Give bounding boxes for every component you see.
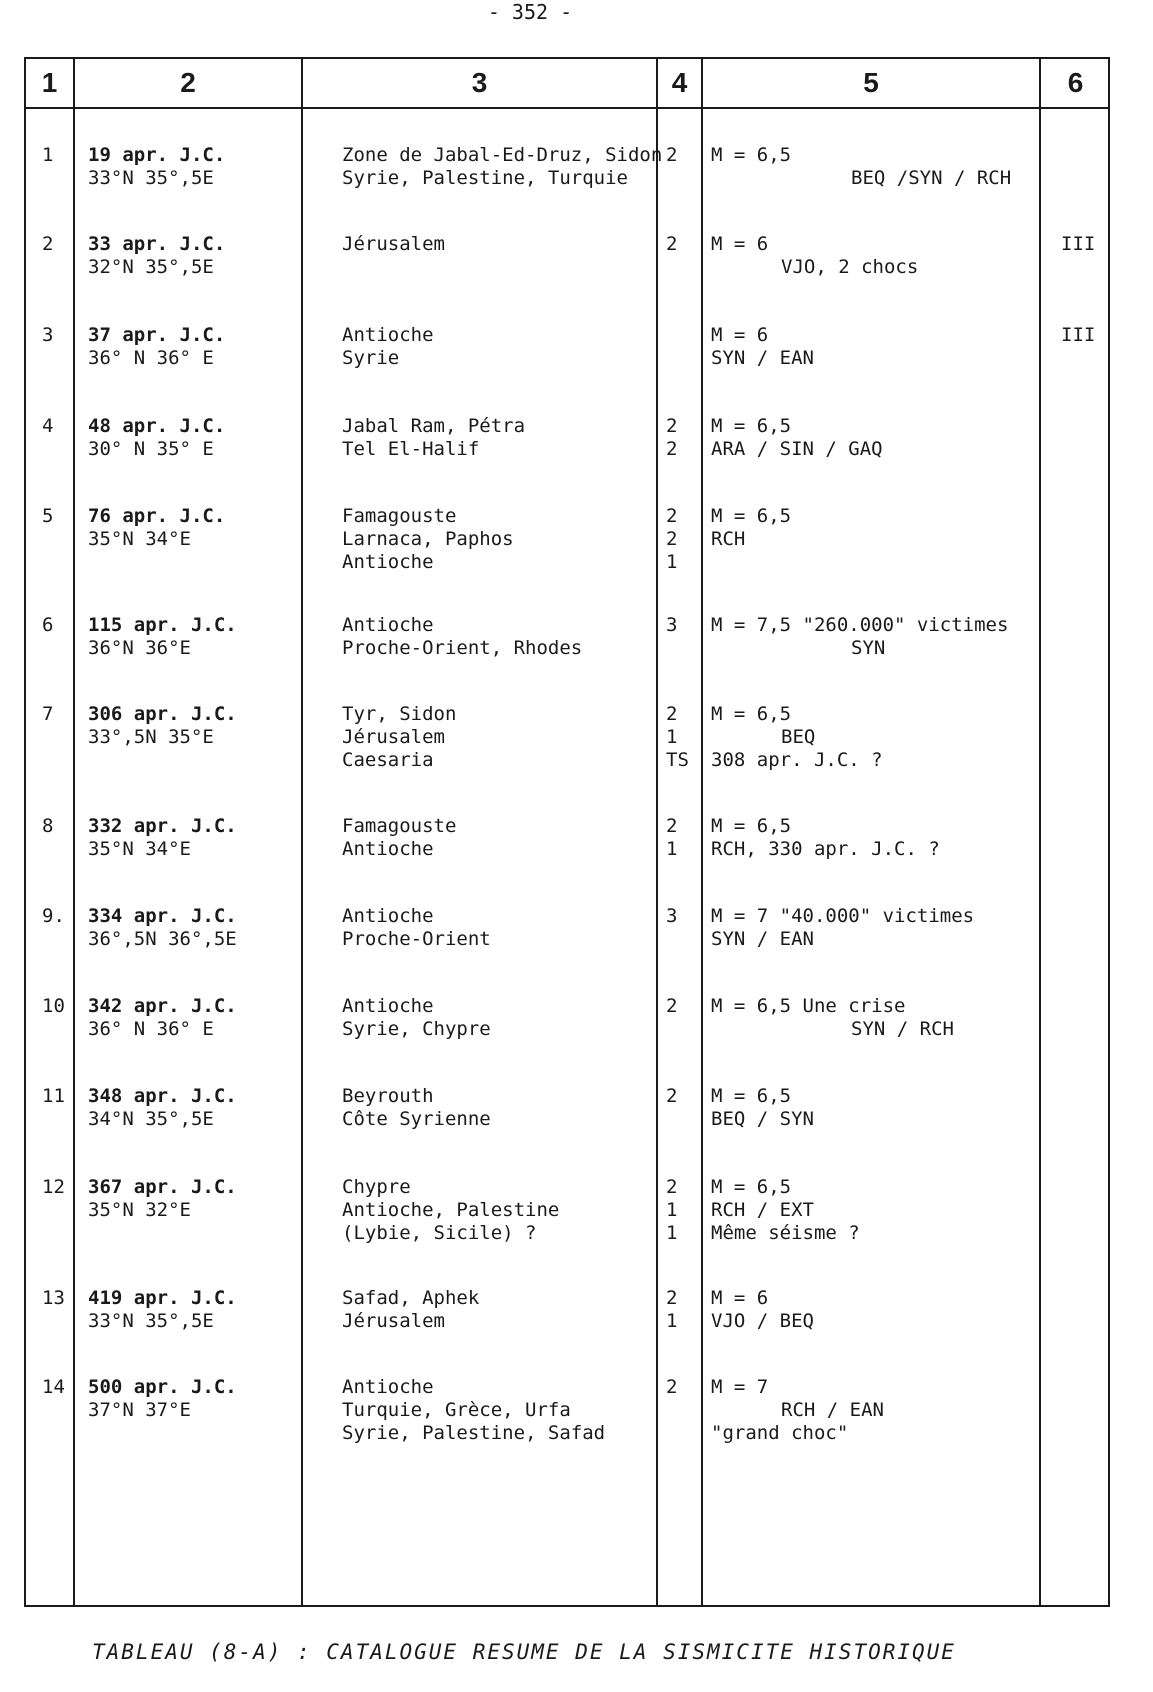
- location-cell: [342, 1287, 479, 1333]
- column-header-4: 4: [671, 67, 688, 98]
- note-line: ARA / SIN / GAQ: [711, 438, 883, 460]
- location-line: Turquie, Grèce, Urfa: [342, 1399, 571, 1421]
- epicenter-coordinates: 36°N 36°E: [88, 637, 191, 659]
- intensity-cell: [666, 1376, 677, 1399]
- event-date: 500 apr. J.C.: [88, 1376, 237, 1398]
- row-number-cell: [42, 703, 72, 726]
- date-cell: [88, 703, 237, 749]
- location-cell: [342, 233, 445, 256]
- epicenter-coordinates: 37°N 37°E: [88, 1399, 191, 1421]
- notes-cell: [711, 905, 974, 951]
- location-line: Antioche: [342, 995, 434, 1017]
- location-line: Syrie, Palestine, Turquie: [342, 167, 628, 189]
- notes-cell: [711, 1085, 814, 1131]
- note-line: "grand choc": [711, 1422, 849, 1444]
- date-cell: [88, 614, 237, 660]
- event-date: 115 apr. J.C.: [88, 614, 237, 636]
- intensity-value: 2: [666, 1176, 678, 1198]
- location-line: Zone de Jabal-Ed-Druz, Sidon: [342, 144, 663, 166]
- column6-cell: [1061, 233, 1095, 256]
- intensity-value: 1: [666, 1222, 678, 1244]
- column-divider: [656, 59, 658, 1605]
- location-line: Jabal Ram, Pétra: [342, 415, 526, 437]
- intensity-cell: [666, 505, 677, 574]
- note-line: M = 6: [711, 233, 769, 255]
- row-number-cell: [42, 144, 72, 167]
- note-line: 308 apr. J.C. ?: [711, 749, 883, 771]
- note-line: M = 6,5: [711, 1176, 792, 1198]
- intensity-value: 2: [666, 1085, 678, 1107]
- notes-cell: [711, 1287, 814, 1333]
- date-cell: [88, 233, 225, 279]
- notes-cell: [711, 815, 940, 861]
- notes-cell: [711, 1376, 884, 1445]
- row-number-cell: [42, 614, 72, 637]
- intensity-cell: [666, 614, 677, 637]
- row-number-cell: [42, 233, 72, 256]
- note-line: M = 6,5: [711, 703, 792, 725]
- row-number-cell: [42, 1287, 72, 1310]
- note-line: SYN / EAN: [711, 928, 814, 950]
- note-line: RCH: [711, 528, 746, 550]
- row-number: 1: [42, 144, 54, 166]
- epicenter-coordinates: 36°,5N 36°,5E: [88, 928, 237, 950]
- notes-cell: [711, 505, 791, 551]
- note-line: RCH / EXT: [711, 1199, 814, 1221]
- row-number: 6: [42, 614, 54, 636]
- intensity-cell: [666, 995, 677, 1018]
- intensity-value: 2: [666, 144, 678, 166]
- location-line: Chypre: [342, 1176, 411, 1198]
- row-number-cell: [42, 1376, 72, 1399]
- note-line: M = 7,5 "260.000" victimes: [711, 614, 1009, 636]
- intensity-cell: [666, 703, 689, 772]
- date-cell: [88, 324, 225, 370]
- location-line: Jérusalem: [342, 1310, 445, 1332]
- notes-cell: [711, 703, 883, 772]
- location-cell: [342, 905, 491, 951]
- intensity-value: 2: [666, 528, 678, 550]
- note-line: M = 6: [711, 1287, 769, 1309]
- event-date: 48 apr. J.C.: [88, 415, 226, 437]
- intensity-cell: [666, 1176, 677, 1245]
- location-line: Larnaca, Paphos: [342, 528, 514, 550]
- notes-cell: [711, 1176, 860, 1245]
- location-cell: [342, 144, 662, 190]
- epicenter-coordinates: 35°N 34°E: [88, 528, 191, 550]
- column-header-6: 6: [1067, 67, 1084, 98]
- row-number: 12: [42, 1176, 65, 1198]
- intensity-cell: [666, 815, 677, 861]
- note-line: SYN / RCH: [851, 1018, 954, 1040]
- event-date: 334 apr. J.C.: [88, 905, 237, 927]
- notes-cell: [711, 995, 954, 1041]
- notes-cell: [711, 324, 814, 370]
- date-cell: [88, 905, 237, 951]
- location-cell: [342, 324, 434, 370]
- seismicity-table: [24, 57, 1110, 1607]
- intensity-value: 1: [666, 838, 678, 860]
- location-cell: [342, 614, 582, 660]
- location-cell: [342, 1176, 559, 1245]
- row-number: 8: [42, 815, 54, 837]
- note-line: M = 6,5: [711, 815, 792, 837]
- location-line: Antioche: [342, 905, 434, 927]
- intensity-value: TS: [666, 749, 689, 771]
- location-line: Jérusalem: [342, 726, 445, 748]
- location-line: Côte Syrienne: [342, 1108, 491, 1130]
- intensity-value: 3: [666, 614, 678, 636]
- note-line: VJO / BEQ: [711, 1310, 814, 1332]
- notes-cell: [711, 614, 1008, 660]
- location-cell: [342, 815, 456, 861]
- intensity-cell: [666, 233, 677, 256]
- event-date: 37 apr. J.C.: [88, 324, 226, 346]
- note-line: M = 6,5: [711, 505, 792, 527]
- event-date: 306 apr. J.C.: [88, 703, 237, 725]
- note-line: VJO, 2 chocs: [781, 256, 919, 278]
- location-cell: [342, 1376, 605, 1445]
- column-divider: [701, 59, 703, 1605]
- intensity-value: 1: [666, 1199, 678, 1221]
- row-number-cell: [42, 415, 72, 438]
- location-cell: [342, 1085, 491, 1131]
- row-number-cell: [42, 1176, 72, 1199]
- date-cell: [88, 415, 225, 461]
- location-line: Caesaria: [342, 749, 434, 771]
- row-number: 11: [42, 1085, 65, 1107]
- location-line: Antioche: [342, 551, 434, 573]
- intensity-value: 2: [666, 1376, 678, 1398]
- page-number: - 352 -: [487, 0, 573, 24]
- event-date: 367 apr. J.C.: [88, 1176, 237, 1198]
- intensity-value: 2: [666, 415, 678, 437]
- date-cell: [88, 995, 237, 1041]
- notes-cell: [711, 233, 918, 279]
- row-number: 3: [42, 324, 54, 346]
- note-line: SYN: [851, 637, 886, 659]
- row-number-cell: [42, 995, 72, 1018]
- intensity-value: 2: [666, 438, 678, 460]
- event-date: 19 apr. J.C.: [88, 144, 226, 166]
- row-number-cell: [42, 505, 72, 528]
- intensity-cell: [666, 1287, 677, 1333]
- location-cell: [342, 703, 456, 772]
- location-line: (Lybie, Sicile) ?: [342, 1222, 537, 1244]
- notes-cell: [711, 415, 883, 461]
- event-date: 76 apr. J.C.: [88, 505, 226, 527]
- location-line: Syrie, Chypre: [342, 1018, 491, 1040]
- note-line: Même séisme ?: [711, 1222, 860, 1244]
- note-line: RCH, 330 apr. J.C. ?: [711, 838, 940, 860]
- note-line: M = 6,5 Une crise: [711, 995, 906, 1017]
- location-line: Safad, Aphek: [342, 1287, 480, 1309]
- note-line: M = 7: [711, 1376, 769, 1398]
- date-cell: [88, 1085, 237, 1131]
- location-line: Antioche, Palestine: [342, 1199, 560, 1221]
- notes-cell: [711, 144, 1011, 190]
- intensity-value: 2: [666, 1287, 678, 1309]
- row-number: 13: [42, 1287, 65, 1309]
- date-cell: [88, 1176, 237, 1222]
- intensity-value: 2: [666, 995, 678, 1017]
- location-line: Famagouste: [342, 815, 457, 837]
- intensity-value: 2: [666, 703, 678, 725]
- event-date: 332 apr. J.C.: [88, 815, 237, 837]
- location-line: Proche-Orient, Rhodes: [342, 637, 583, 659]
- epicenter-coordinates: 36° N 36° E: [88, 1018, 214, 1040]
- epicenter-coordinates: 35°N 32°E: [88, 1199, 191, 1221]
- location-line: Syrie, Palestine, Safad: [342, 1422, 606, 1444]
- date-cell: [88, 1287, 237, 1333]
- column6-value: III: [1061, 233, 1096, 255]
- column-header-2: 2: [180, 67, 196, 98]
- intensity-value: 3: [666, 905, 678, 927]
- row-number-cell: [42, 815, 72, 838]
- note-line: M = 7 "40.000" victimes: [711, 905, 975, 927]
- location-cell: [342, 415, 525, 461]
- date-cell: [88, 505, 225, 551]
- location-line: Tyr, Sidon: [342, 703, 457, 725]
- intensity-cell: [666, 1085, 677, 1108]
- location-line: Syrie: [342, 347, 400, 369]
- table-caption: TABLEAU (8-A) : CATALOGUE RESUME DE LA SISMICITE HISTORIQUE: [92, 1640, 956, 1664]
- row-number-cell: [42, 905, 72, 928]
- note-line: M = 6,5: [711, 1085, 792, 1107]
- location-line: Famagouste: [342, 505, 457, 527]
- location-line: Antioche: [342, 614, 434, 636]
- note-line: BEQ: [781, 726, 816, 748]
- event-date: 33 apr. J.C.: [88, 233, 226, 255]
- intensity-value: 2: [666, 505, 678, 527]
- intensity-value: 1: [666, 1310, 678, 1332]
- epicenter-coordinates: 33°N 35°,5E: [88, 167, 214, 189]
- epicenter-coordinates: 33°N 35°,5E: [88, 1310, 214, 1332]
- date-cell: [88, 144, 225, 190]
- header-divider: [26, 107, 1108, 109]
- date-cell: [88, 815, 237, 861]
- epicenter-coordinates: 32°N 35°,5E: [88, 256, 214, 278]
- epicenter-coordinates: 35°N 34°E: [88, 838, 191, 860]
- location-cell: [342, 995, 491, 1041]
- column6-cell: [1061, 324, 1095, 347]
- column-header-1: 1: [41, 67, 58, 98]
- location-cell: [342, 505, 514, 574]
- location-line: Antioche: [342, 838, 434, 860]
- note-line: RCH / EAN: [781, 1399, 884, 1421]
- intensity-cell: [666, 144, 677, 167]
- note-line: M = 6,5: [711, 144, 792, 166]
- row-number: 10: [42, 995, 65, 1017]
- event-date: 348 apr. J.C.: [88, 1085, 237, 1107]
- intensity-value: 1: [666, 726, 678, 748]
- row-number: 5: [42, 505, 54, 527]
- location-line: Beyrouth: [342, 1085, 434, 1107]
- epicenter-coordinates: 33°,5N 35°E: [88, 726, 214, 748]
- row-number-cell: [42, 1085, 72, 1108]
- column-header-3: 3: [471, 67, 488, 98]
- epicenter-coordinates: 34°N 35°,5E: [88, 1108, 214, 1130]
- row-number: 14: [42, 1376, 65, 1398]
- row-number: 9.: [42, 905, 65, 927]
- intensity-value: 2: [666, 233, 678, 255]
- row-number-cell: [42, 324, 72, 347]
- intensity-value: 1: [666, 551, 678, 573]
- location-line: Tel El-Halif: [342, 438, 480, 460]
- row-number: 7: [42, 703, 54, 725]
- intensity-cell: [666, 415, 677, 461]
- row-number: 2: [42, 233, 54, 255]
- date-cell: [88, 1376, 237, 1422]
- note-line: SYN / EAN: [711, 347, 814, 369]
- column-divider: [301, 59, 303, 1605]
- event-date: 342 apr. J.C.: [88, 995, 237, 1017]
- intensity-cell: [666, 905, 677, 928]
- epicenter-coordinates: 36° N 36° E: [88, 347, 214, 369]
- epicenter-coordinates: 30° N 35° E: [88, 438, 214, 460]
- column-divider: [1039, 59, 1041, 1605]
- column-divider: [73, 59, 75, 1605]
- location-line: Antioche: [342, 324, 434, 346]
- column-header-5: 5: [863, 67, 879, 98]
- location-line: Antioche: [342, 1376, 434, 1398]
- location-line: Proche-Orient: [342, 928, 491, 950]
- event-date: 419 apr. J.C.: [88, 1287, 237, 1309]
- note-line: M = 6: [711, 324, 769, 346]
- note-line: BEQ /SYN / RCH: [851, 167, 1012, 189]
- intensity-value: 2: [666, 815, 678, 837]
- note-line: BEQ / SYN: [711, 1108, 814, 1130]
- row-number: 4: [42, 415, 54, 437]
- column6-value: III: [1061, 324, 1096, 346]
- location-line: Jérusalem: [342, 233, 445, 255]
- note-line: M = 6,5: [711, 415, 792, 437]
